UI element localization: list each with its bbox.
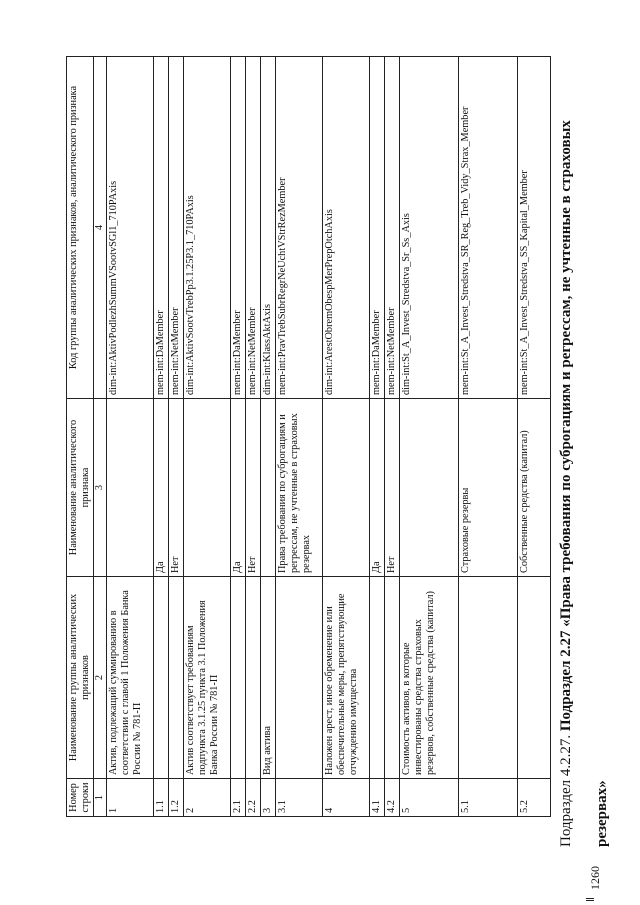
table-row xyxy=(370,57,385,817)
column-number-row xyxy=(94,57,107,817)
column-number: 4 xyxy=(94,57,107,399)
cell-num: 4 xyxy=(323,779,370,817)
cell-group: Актив соответствует требованиям подпункта 3.1.25 пункта 3.1 Положения Банка России № 781-П xyxy=(184,577,231,779)
column-number: 2 xyxy=(94,577,107,779)
table-row xyxy=(400,57,459,817)
table-row xyxy=(276,57,323,817)
margin-mark xyxy=(586,900,594,901)
cell-group xyxy=(169,577,184,779)
cell-code: mem-int:NetMember xyxy=(169,57,184,399)
cell-code: dim-int:ArestObremObespMerPrepOtchAxis xyxy=(323,57,370,399)
cell-num: 5.1 xyxy=(459,779,518,817)
cell-code: mem-int:DaMember xyxy=(231,57,246,399)
table-header-row xyxy=(67,57,94,817)
table-row xyxy=(107,57,154,817)
column-number: 3 xyxy=(94,399,107,577)
cell-code: dim-int:KlassAktAxis xyxy=(261,57,276,399)
cell-code: dim-int:St_A_Invest_Stredstva_Sr_Ss_Axis xyxy=(400,57,459,399)
cell-name: Нет xyxy=(246,399,261,577)
cell-num: 2 xyxy=(184,779,231,817)
cell-name xyxy=(184,399,231,577)
cell-num: 4.1 xyxy=(370,779,385,817)
cell-group xyxy=(370,577,385,779)
cell-name: Нет xyxy=(385,399,400,577)
table-row xyxy=(518,57,551,817)
cell-group: Актив, подлежащий суммированию в соответствии с главой 1 Положения Банка России № 781-П xyxy=(107,577,154,779)
cell-code: mem-int:DaMember xyxy=(154,57,169,399)
page-number: 1260 xyxy=(588,866,602,890)
cell-name: Да xyxy=(231,399,246,577)
cell-code: mem-int:DaMember xyxy=(370,57,385,399)
cell-num: 5.2 xyxy=(518,779,551,817)
cell-name xyxy=(107,399,154,577)
attributes-table xyxy=(66,56,551,817)
cell-num: 1.1 xyxy=(154,779,169,817)
table-row xyxy=(261,57,276,817)
cell-group xyxy=(246,577,261,779)
header-cell: Наименование группы аналитических признаков xyxy=(67,577,94,779)
table-row xyxy=(231,57,246,817)
cell-group: Вид актива xyxy=(261,577,276,779)
table-row xyxy=(385,57,400,817)
heading-prefix: Подраздел 4.2.27. xyxy=(558,731,574,847)
table-row xyxy=(323,57,370,817)
table-body xyxy=(107,57,551,817)
cell-group xyxy=(385,577,400,779)
cell-num: 3 xyxy=(261,779,276,817)
cell-code: dim-int:AktivSootvTrebPp3.1.25P3.1_710PAxis xyxy=(184,57,231,399)
table-row xyxy=(169,57,184,817)
cell-num: 4.2 xyxy=(385,779,400,817)
cell-group xyxy=(518,577,551,779)
header-cell: Номер строки xyxy=(67,779,94,817)
cell-group: Наложен арест, иное обременение или обеспечительные меры, препятствующие отчуждению имущества xyxy=(323,577,370,779)
heading-title: Подраздел 2.27 «Права требования по суброгациям и регрессам, не учтенные в страховых резервах» xyxy=(558,120,610,847)
cell-code: mem-int:St_A_Invest_Stredstva_SR_Reg_Treb_Vidy_Strax_Member xyxy=(459,57,518,399)
cell-group xyxy=(459,577,518,779)
cell-name xyxy=(400,399,459,577)
cell-group xyxy=(154,577,169,779)
cell-num: 5 xyxy=(400,779,459,817)
cell-code: dim-int:AktivPodlezhSummVSootvSGl1_710PAxis xyxy=(107,57,154,399)
cell-num: 1 xyxy=(107,779,154,817)
cell-group: Стоимость активов, в которые инвестированы средства страховых резервов, собственные средства (капитал) xyxy=(400,577,459,779)
cell-name: Права требования по суброгациям и регрессам, не учтенные в страховых резервах xyxy=(276,399,323,577)
cell-num: 2.2 xyxy=(246,779,261,817)
table-row xyxy=(246,57,261,817)
section-heading xyxy=(548,57,620,847)
cell-group xyxy=(276,577,323,779)
column-number: 1 xyxy=(94,779,107,817)
cell-num: 1.2 xyxy=(169,779,184,817)
table-row xyxy=(154,57,169,817)
cell-code: mem-int:NetMember xyxy=(385,57,400,399)
cell-code: mem-int:PravTrebSubrRegrNeUchtVStrRezMember xyxy=(276,57,323,399)
cell-name: Да xyxy=(370,399,385,577)
cell-num: 3.1 xyxy=(276,779,323,817)
header-cell: Наименование аналитического признака xyxy=(67,399,94,577)
cell-name: Нет xyxy=(169,399,184,577)
table-row xyxy=(184,57,231,817)
cell-num: 2.1 xyxy=(231,779,246,817)
cell-name: Страховые резервы xyxy=(459,399,518,577)
cell-name xyxy=(261,399,276,577)
header-cell: Код группы аналитических признаков, аналитического признака xyxy=(67,57,94,399)
cell-name: Собственные средства (капитал) xyxy=(518,399,551,577)
cell-group xyxy=(231,577,246,779)
cell-code: mem-int:St_A_Invest_Stredstva_SS_Kapital_Member xyxy=(518,57,551,399)
table-row xyxy=(459,57,518,817)
cell-name xyxy=(323,399,370,577)
margin-mark xyxy=(586,898,594,899)
cell-code: mem-int:NetMember xyxy=(246,57,261,399)
cell-name: Да xyxy=(154,399,169,577)
